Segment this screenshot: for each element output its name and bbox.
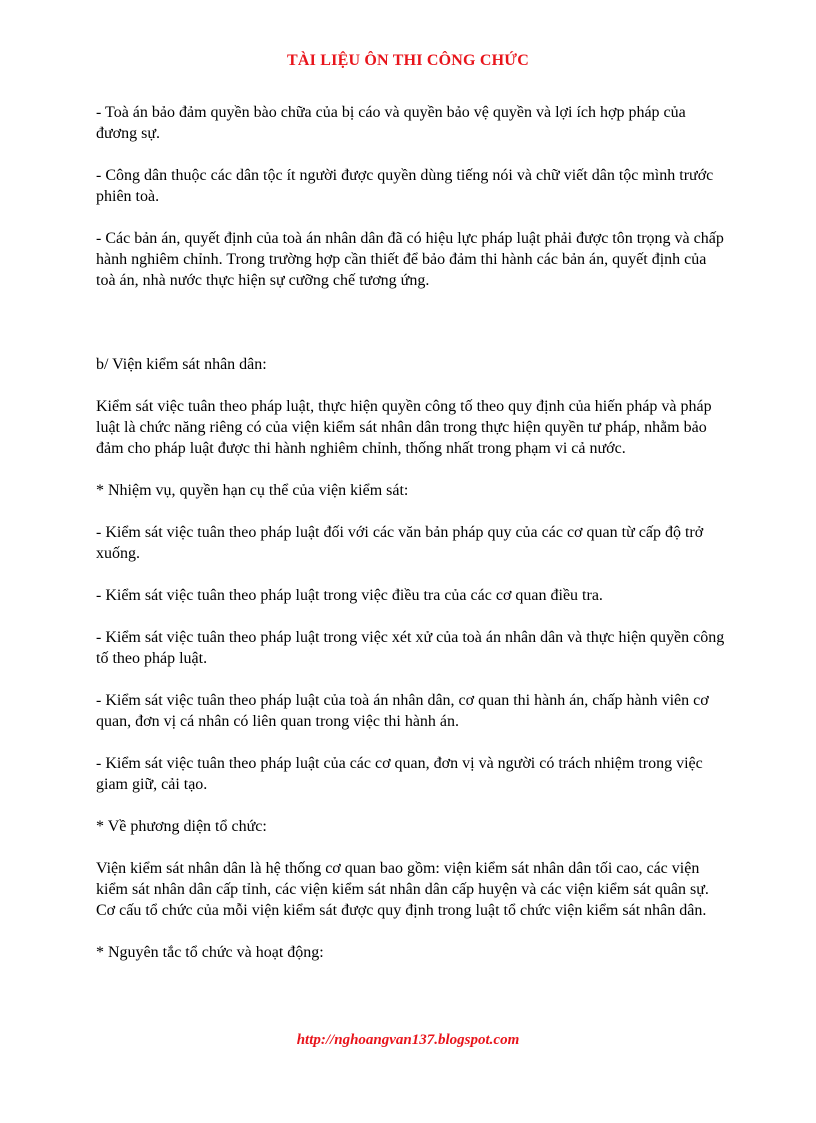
footer-blog-link[interactable]: http://nghoangvan137.blogspot.com xyxy=(296,1032,520,1048)
paragraph-organization-structure: Viện kiểm sát nhân dân là hệ thống cơ quan bao gồm: viện kiểm sát nhân dân tối cao, các viện kiểm sát nhân dân cấp tỉnh, các viện kiểm sát nhân dân cấp huyện và các viện kiểm sát quân sự. Cơ cấu tổ chức của mỗi viện kiểm sát được quy định trong luật tổ chức viện kiểm sát nhân dân. xyxy=(96,860,709,919)
paragraph-duty-legal-docs: - Kiểm sát việc tuân theo pháp luật đối với các văn bản pháp quy của các cơ quan từ cấp độ trở xuống. xyxy=(96,524,704,562)
paragraph-defense-rights: - Toà án bảo đảm quyền bào chữa của bị cáo và quyền bảo vệ quyền và lợi ích hợp pháp của đương sự. xyxy=(96,104,686,142)
subheading-principles: * Nguyên tắc tổ chức và hoạt động: xyxy=(96,944,324,961)
paragraph-duty-trial: - Kiểm sát việc tuân theo pháp luật trong việc xét xử của toà án nhân dân và thực hiện quyền công tố theo pháp luật. xyxy=(96,629,725,667)
document-body xyxy=(96,102,726,984)
page-title: TÀI LIỆU ÔN THI CÔNG CHỨC xyxy=(287,52,529,69)
subheading-duties: * Nhiệm vụ, quyền hạn cụ thể của viện kiểm sát: xyxy=(96,482,409,499)
paragraph-duty-investigation: - Kiểm sát việc tuân theo pháp luật trong việc điều tra của các cơ quan điều tra. xyxy=(96,587,603,604)
paragraph-duty-detention: - Kiểm sát việc tuân theo pháp luật của các cơ quan, đơn vị và người có trách nhiệm trong việc giam giữ, cải tạo. xyxy=(96,755,703,793)
paragraph-duty-judgment-execution: - Kiểm sát việc tuân theo pháp luật của toà án nhân dân, cơ quan thi hành án, chấp hành viên cơ quan, đơn vị cá nhân có liên quan trong việc thi hành án. xyxy=(96,692,709,730)
paragraph-procuracy-function: Kiểm sát việc tuân theo pháp luật, thực hiện quyền công tố theo quy định của hiến pháp và pháp luật là chức năng riêng có của viện kiểm sát nhân dân trong thực hiện quyền tư pháp, nhằm bảo đảm cho pháp luật được thi hành nghiêm chỉnh, thống nhất trong phạm vi cả nước. xyxy=(96,398,712,457)
paragraph-ethnic-language: - Công dân thuộc các dân tộc ít người được quyền dùng tiếng nói và chữ viết dân tộc mình trước phiên toà. xyxy=(96,167,714,205)
section-heading-procuracy: b/ Viện kiểm sát nhân dân: xyxy=(96,356,267,373)
subheading-organization: * Về phương diện tổ chức: xyxy=(96,818,267,835)
paragraph-judgment-enforcement: - Các bản án, quyết định của toà án nhân dân đã có hiệu lực pháp luật phải được tôn trọng và chấp hành nghiêm chỉnh. Trong trường hợp cần thiết để bảo đảm thi hành các bản án, quyết định của toà án, nhà nước thực hiện sự cưỡng chế tương ứng. xyxy=(96,230,724,289)
